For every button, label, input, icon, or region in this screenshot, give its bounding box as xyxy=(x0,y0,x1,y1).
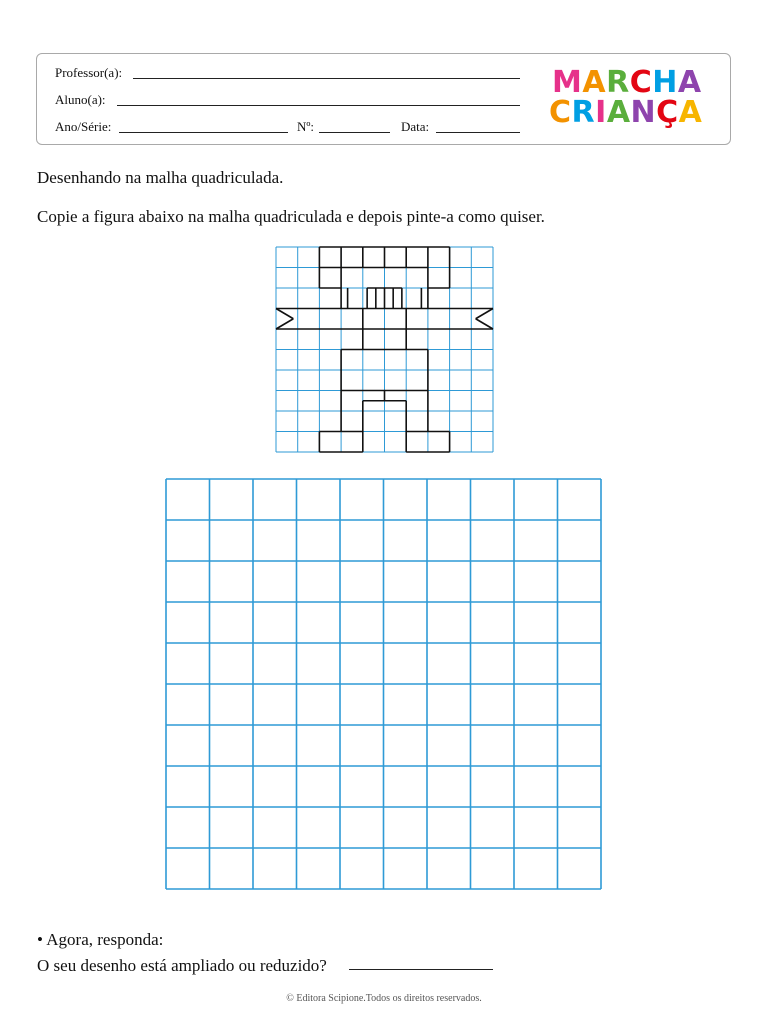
logo-letter: C xyxy=(549,95,572,130)
question-text: O seu desenho está ampliado ou reduzido? xyxy=(37,956,327,975)
logo-line-2 xyxy=(549,95,703,130)
numero-field[interactable] xyxy=(319,132,390,133)
logo-letter: N xyxy=(630,95,657,130)
logo-letter: C xyxy=(629,65,653,100)
logo-letter: R xyxy=(571,95,596,130)
logo-letter: A xyxy=(582,65,607,100)
logo-line-1 xyxy=(552,65,702,100)
logo-letter: M xyxy=(552,65,583,100)
logo-letter: Ç xyxy=(656,95,679,130)
logo-letter: A xyxy=(678,95,703,130)
figure-stroke xyxy=(476,319,493,329)
page-title: Desenhando na malha quadriculada. xyxy=(37,168,284,187)
logo-letter: A xyxy=(677,65,702,100)
question-intro: • Agora, responda: xyxy=(37,930,164,949)
logo-letter: H xyxy=(652,65,678,100)
figure-stroke xyxy=(276,319,293,329)
data-field[interactable] xyxy=(436,132,520,133)
answer-field[interactable] xyxy=(349,969,493,970)
professor-field[interactable] xyxy=(133,78,520,79)
professor-label: Professor(a): xyxy=(55,65,123,80)
figure-stroke xyxy=(476,309,493,319)
drawing-grid[interactable] xyxy=(165,478,603,891)
logo-letter: I xyxy=(595,95,607,130)
figure-stroke xyxy=(276,309,293,319)
logo-letter: R xyxy=(606,65,630,100)
ano-serie-label: Ano/Série: xyxy=(55,119,112,134)
copyright-footer: © Editora Scipione.Todos os direitos reservados. xyxy=(286,993,482,1004)
aluno-field[interactable] xyxy=(117,105,520,106)
data-label: Data: xyxy=(401,119,430,134)
marcha-crianca-logo xyxy=(549,66,714,134)
aluno-label: Aluno(a): xyxy=(55,92,106,107)
instruction-text: Copie a figura abaixo na malha quadriculada e depois pinte-a como quiser. xyxy=(37,207,545,226)
reference-grid xyxy=(275,246,495,454)
ano-serie-field[interactable] xyxy=(119,132,288,133)
numero-label: Nº: xyxy=(297,119,315,134)
logo-letter: A xyxy=(606,95,631,130)
